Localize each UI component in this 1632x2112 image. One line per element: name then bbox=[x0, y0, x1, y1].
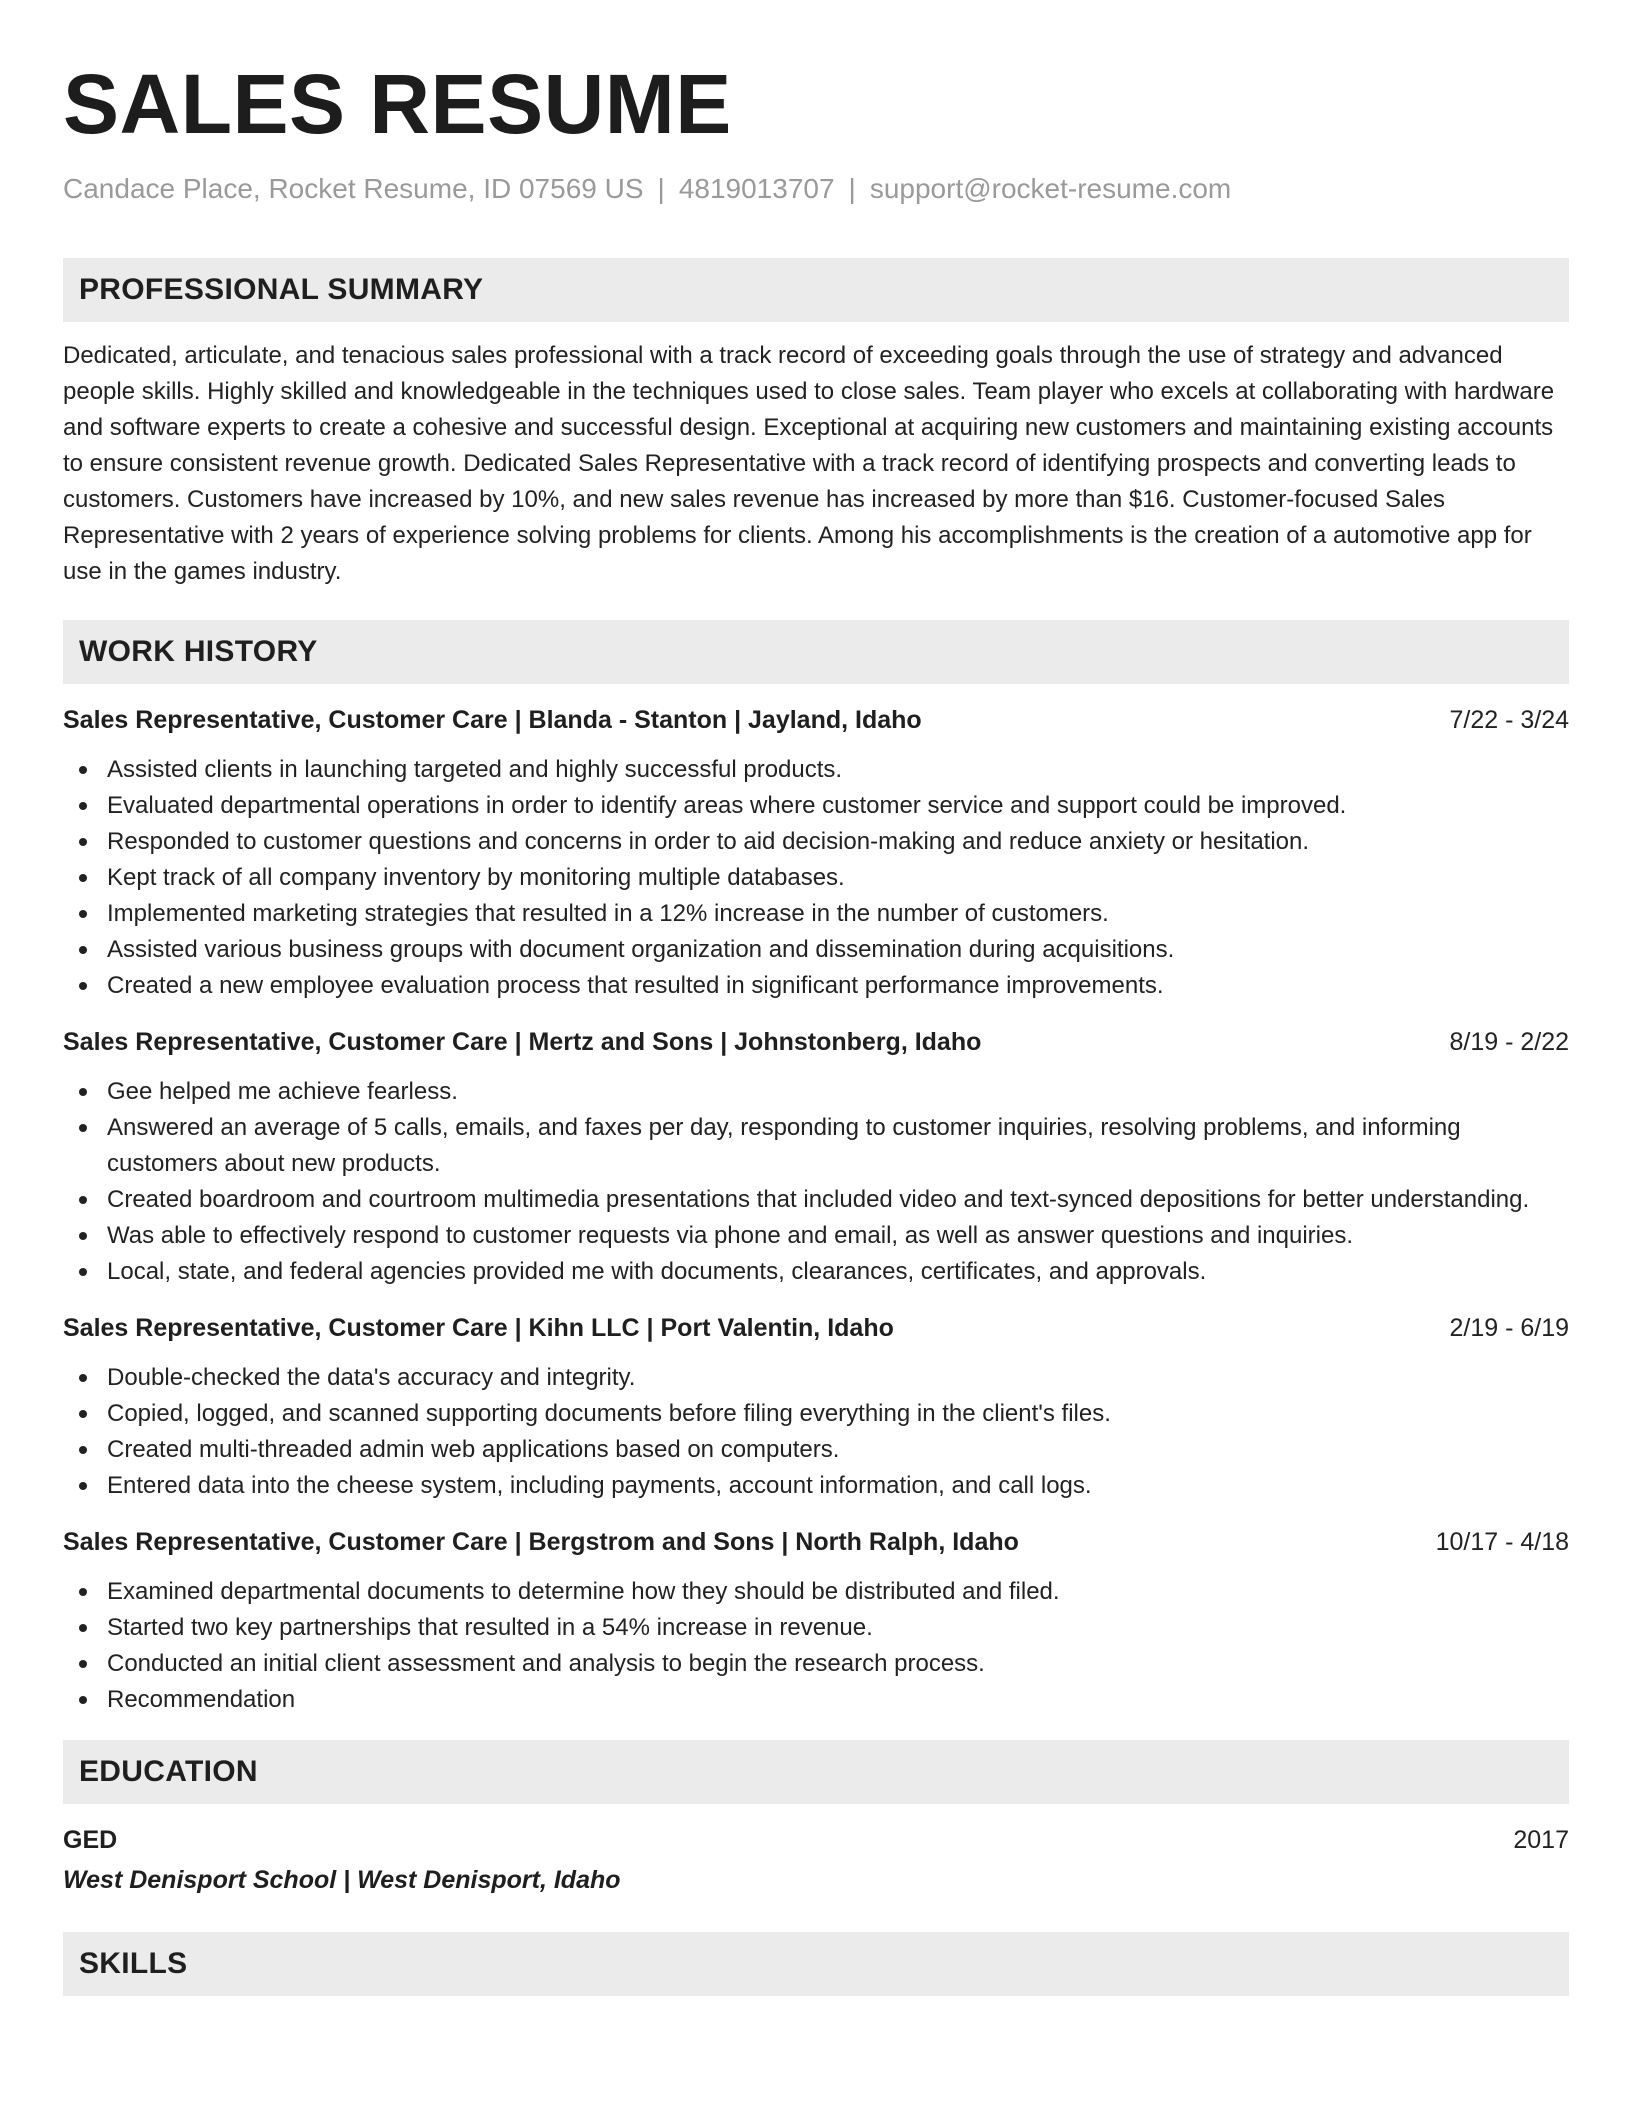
bullet-dot-icon bbox=[79, 1374, 87, 1382]
bullet-dot-icon bbox=[79, 1696, 87, 1704]
job-bullet-text: Double-checked the data's accuracy and integrity. bbox=[107, 1363, 636, 1391]
job-title: Sales Representative, Customer Care | Mertz and Sons | Johnstonberg, Idaho bbox=[63, 1027, 982, 1056]
education-row bbox=[63, 1822, 1569, 1858]
job-entry bbox=[63, 1024, 1569, 1290]
bullet-dot-icon bbox=[79, 946, 87, 954]
job-bullet bbox=[63, 1254, 1569, 1290]
job-bullet-text: Implemented marketing strategies that resulted in a 12% increase in the number of customers. bbox=[107, 899, 1109, 927]
job-bullet bbox=[63, 968, 1569, 1004]
job-bullet-list bbox=[63, 1360, 1569, 1504]
resume-title: SALES RESUME bbox=[63, 57, 732, 151]
bullet-dot-icon bbox=[79, 802, 87, 810]
job-bullet-text: Assisted various business groups with document organization and dissemination during acquisitions. bbox=[107, 935, 1175, 963]
job-bullet-text: Entered data into the cheese system, including payments, account information, and call logs. bbox=[107, 1471, 1092, 1499]
contact-phone: 4819013707 bbox=[678, 173, 835, 204]
job-bullet-list bbox=[63, 1074, 1569, 1290]
bullet-dot-icon bbox=[79, 1410, 87, 1418]
job-bullet bbox=[63, 1610, 1569, 1646]
summary-paragraph: Dedicated, articulate, and tenacious sales professional with a track record of exceeding goals through the use of strategy and advanced people skills. Highly skilled and knowledgeable in the techniques used to close sales. Team player who excels at collaborating with hardware and software experts to create a cohesive and successful design. Exceptional at acquiring new customers and maintaining existing accounts to ensure consistent revenue growth. Dedicated Sales Representative with a track record of identifying prospects and converting leads to customers. Customers have increased by 10%, and new sales revenue has increased by more than $16. Customer-focused Sales Representative with 2 years of experience solving problems for clients. Among his accomplishments is the creation of a automotive app for use in the games industry. bbox=[63, 341, 1555, 585]
job-header-row bbox=[63, 1024, 1569, 1060]
education-degree: GED bbox=[63, 1825, 118, 1854]
job-bullet-text: Copied, logged, and scanned supporting documents before filing everything in the client's files. bbox=[107, 1399, 1111, 1427]
bullet-dot-icon bbox=[79, 1624, 87, 1632]
job-bullet-text: Created boardroom and courtroom multimedia presentations that included video and text-synced depositions for better understanding. bbox=[107, 1185, 1530, 1213]
job-bullet bbox=[63, 1682, 1569, 1718]
job-bullet-text: Created a new employee evaluation process that resulted in significant performance improvements. bbox=[107, 971, 1164, 999]
job-bullet-text: Local, state, and federal agencies provided me with documents, clearances, certificates, and approvals. bbox=[107, 1257, 1207, 1285]
job-bullet-text: Answered an average of 5 calls, emails, and faxes per day, responding to customer inquiries, resolving problems, and informing customers about new products. bbox=[107, 1113, 1461, 1177]
section-header-work-history: WORK HISTORY bbox=[63, 620, 1569, 684]
job-entry bbox=[63, 1524, 1569, 1718]
job-dates: 2/19 - 6/19 bbox=[1449, 1313, 1569, 1342]
job-bullet bbox=[63, 896, 1569, 932]
job-entry bbox=[63, 702, 1569, 1004]
job-entry bbox=[63, 1310, 1569, 1504]
bullet-dot-icon bbox=[79, 1196, 87, 1204]
job-bullet-text: Recommendation bbox=[107, 1685, 296, 1713]
job-bullet bbox=[63, 1074, 1569, 1110]
contact-address: Candace Place, Rocket Resume, ID 07569 US bbox=[63, 173, 644, 204]
job-bullet bbox=[63, 1218, 1569, 1254]
job-bullet-list bbox=[63, 752, 1569, 1004]
job-bullet-text: Was able to effectively respond to customer requests via phone and email, as well as answer questions and inquiries. bbox=[107, 1221, 1354, 1249]
education-school: West Denisport School | West Denisport, Idaho bbox=[63, 1865, 621, 1894]
job-bullet bbox=[63, 1432, 1569, 1468]
job-bullet bbox=[63, 1396, 1569, 1432]
bullet-dot-icon bbox=[79, 1588, 87, 1596]
job-title: Sales Representative, Customer Care | Blanda - Stanton | Jayland, Idaho bbox=[63, 705, 922, 734]
job-bullet bbox=[63, 788, 1569, 824]
job-bullet bbox=[63, 1468, 1569, 1504]
job-bullet bbox=[63, 1360, 1569, 1396]
job-bullet bbox=[63, 824, 1569, 860]
job-bullet bbox=[63, 752, 1569, 788]
job-dates: 10/17 - 4/18 bbox=[1435, 1527, 1569, 1556]
bullet-dot-icon bbox=[79, 1482, 87, 1490]
job-title: Sales Representative, Customer Care | Bergstrom and Sons | North Ralph, Idaho bbox=[63, 1527, 1019, 1556]
job-bullet-text: Created multi-threaded admin web applications based on computers. bbox=[107, 1435, 840, 1463]
section-header-professional-summary: PROFESSIONAL SUMMARY bbox=[63, 258, 1569, 322]
job-bullet bbox=[63, 1182, 1569, 1218]
job-dates: 7/22 - 3/24 bbox=[1449, 705, 1569, 734]
section-header-skills: SKILLS bbox=[63, 1932, 1569, 1996]
contact-email: support@rocket-resume.com bbox=[869, 173, 1232, 204]
job-bullet-text: Started two key partnerships that resulted in a 54% increase in revenue. bbox=[107, 1613, 873, 1641]
job-title: Sales Representative, Customer Care | Kihn LLC | Port Valentin, Idaho bbox=[63, 1313, 894, 1342]
bullet-dot-icon bbox=[79, 766, 87, 774]
job-bullet-text: Responded to customer questions and concerns in order to aid decision-making and reduce anxiety or hesitation. bbox=[107, 827, 1310, 855]
job-header-row bbox=[63, 1310, 1569, 1346]
education-year: 2017 bbox=[1513, 1825, 1569, 1854]
job-bullet bbox=[63, 932, 1569, 968]
bullet-dot-icon bbox=[79, 874, 87, 882]
job-bullet-list bbox=[63, 1574, 1569, 1718]
job-bullet-text: Assisted clients in launching targeted and highly successful products. bbox=[107, 755, 843, 783]
job-header-row bbox=[63, 1524, 1569, 1560]
job-bullet bbox=[63, 1574, 1569, 1610]
job-bullet-text: Kept track of all company inventory by monitoring multiple databases. bbox=[107, 863, 845, 891]
bullet-dot-icon bbox=[79, 1268, 87, 1276]
contact-separator: | bbox=[848, 173, 856, 204]
job-bullet bbox=[63, 1110, 1569, 1182]
bullet-dot-icon bbox=[79, 910, 87, 918]
contact-separator: | bbox=[657, 173, 665, 204]
job-bullet-text: Gee helped me achieve fearless. bbox=[107, 1077, 458, 1105]
bullet-dot-icon bbox=[79, 1660, 87, 1668]
job-bullet bbox=[63, 860, 1569, 896]
job-bullet-text: Examined departmental documents to determine how they should be distributed and filed. bbox=[107, 1577, 1060, 1605]
work-history-list bbox=[63, 702, 1569, 1718]
bullet-dot-icon bbox=[79, 1232, 87, 1240]
job-header-row bbox=[63, 702, 1569, 738]
bullet-dot-icon bbox=[79, 1088, 87, 1096]
bullet-dot-icon bbox=[79, 838, 87, 846]
bullet-dot-icon bbox=[79, 1124, 87, 1132]
job-bullet-text: Conducted an initial client assessment and analysis to begin the research process. bbox=[107, 1649, 985, 1677]
job-bullet bbox=[63, 1646, 1569, 1682]
contact-line bbox=[63, 172, 1569, 206]
bullet-dot-icon bbox=[79, 982, 87, 990]
job-bullet-text: Evaluated departmental operations in order to identify areas where customer service and support could be improved. bbox=[107, 791, 1347, 819]
bullet-dot-icon bbox=[79, 1446, 87, 1454]
section-header-education: EDUCATION bbox=[63, 1740, 1569, 1804]
job-dates: 8/19 - 2/22 bbox=[1449, 1027, 1569, 1056]
